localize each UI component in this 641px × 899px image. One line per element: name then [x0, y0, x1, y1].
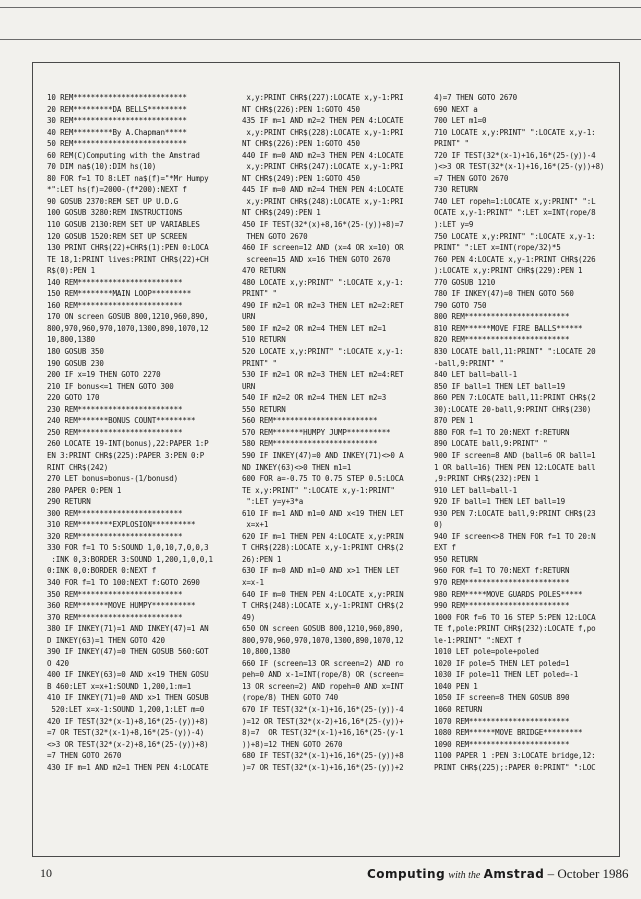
code-line: 10 REM**************************: [47, 93, 187, 102]
code-line: 1060 RETURN: [434, 704, 483, 714]
code-line: 720 IF TEST(32*(x-1)+16,16*(25-(y))-4: [434, 150, 596, 160]
code-line: 0): [434, 520, 443, 530]
code-line: 610 IF m=1 AND m1=0 AND x<19 THEN LET: [242, 508, 404, 518]
code-line: ":LET y=y+3*a: [242, 497, 304, 507]
code-line: 1010 LET pole=pole+poled: [434, 647, 539, 657]
code-line: 1 OR ball=16) THEN PEN 12:LOCATE ball: [434, 462, 596, 472]
code-line: 0:INK 0,0:BORDER 0:NEXT f: [47, 566, 157, 576]
magazine-title: [367, 866, 629, 882]
code-line: 990 REM************************: [434, 601, 570, 611]
code-line: 550 RETURN: [242, 404, 286, 414]
code-line: :INK 0,3:BORDER 3:SOUND 1,200,1,0,0,1: [47, 554, 213, 564]
code-line: 350 REM************************: [47, 589, 183, 599]
code-line: 980 REM*****MOVE GUARDS POLES*****: [434, 589, 583, 599]
code-line: 570 REM*******HUMPY JUMP**********: [242, 427, 391, 437]
code-line: (rope/8) THEN GOTO 740: [242, 693, 339, 703]
code-line: 40 REM*********By A.Chapman*****: [47, 127, 187, 137]
code-line: 690 NEXT a: [434, 104, 478, 114]
code-line: 940 IF screen<>8 THEN FOR f=1 TO 20:N: [434, 531, 596, 541]
code-line: 670 IF TEST(32*(x-1)+16,16*(25-(y))-4: [242, 704, 404, 714]
code-line: 540 IF m2=2 OR m2=4 THEN LET m2=3: [242, 393, 387, 403]
code-line: )<>3 OR TEST(32*(x-1)+16,16*(25-(y))+8): [434, 162, 605, 172]
code-line: 420 IF TEST(32*(x-1)+8,16*(25-(y))+8): [47, 716, 209, 726]
code-line: 620 IF m=1 THEN PEN 4:LOCATE x,y:PRIN: [242, 531, 404, 541]
code-line: 490 IF m2=1 OR m2=3 THEN LET m2=2:RET: [242, 300, 404, 310]
code-line: 110 GOSUB 2130:REM SET UP VARIABLES: [47, 220, 200, 230]
code-line: 590 IF INKEY(47)=0 AND INKEY(71)<>0 A: [242, 450, 404, 460]
code-line: 850 IF ball=1 THEN LET ball=19: [434, 381, 565, 391]
code-line: 170 ON screen GOSUB 800,1210,960,890,: [47, 312, 209, 322]
code-line: ))+8)=12 THEN GOTO 2670: [242, 739, 343, 749]
code-line: NT CHR$(226):PEN 1:GOTO 450: [242, 104, 360, 114]
code-line: 1050 IF screen=8 THEN GOSUB 890: [434, 693, 570, 703]
code-line: 820 REM************************: [434, 335, 570, 345]
code-line: 50 REM**************************: [47, 139, 187, 149]
code-line: 470 RETURN: [242, 266, 286, 276]
code-line: 80 FOR f=1 TO 8:LET na$(f)="*Mr Humpy: [47, 173, 209, 183]
code-line: 10,800,1380: [47, 335, 96, 345]
code-line: 930 PEN 7:LOCATE ball,9:PRINT CHR$(23: [434, 508, 596, 518]
code-line: 1030 IF pole=11 THEN LET poled=-1: [434, 670, 579, 680]
code-line: 520 LOCATE x,y:PRINT" ":LOCATE x,y-1:: [242, 347, 404, 357]
code-line: =7 OR TEST(32*(x-1)+8,16*(25-(y))-4): [47, 728, 205, 738]
code-line: 120 GOSUB 1520:REM SET UP SCREEN: [47, 231, 187, 241]
code-line: 370 REM************************: [47, 612, 183, 622]
code-line: 680 IF TEST(32*(x-1)+16,16*(25-(y))+8: [242, 751, 404, 761]
page-footer: [0, 866, 641, 884]
code-line: NT CHR$(249):PEN 1:GOTO 450: [242, 173, 360, 183]
code-line: 770 GOSUB 1210: [434, 277, 496, 287]
code-line: ND INKEY(63)<>0 THEN m1=1: [242, 462, 352, 472]
code-line: 500 IF m2=2 OR m2=4 THEN LET m2=1: [242, 323, 387, 333]
code-line: peh=0 AND x-1=INT(rope/8) OR (screen=: [242, 670, 404, 680]
code-line: 445 IF m=0 AND m2=4 THEN PEN 4:LOCATE: [242, 185, 404, 195]
code-line: 60 REM(C)Computing with the Amstrad: [47, 150, 200, 160]
code-line: PRINT" ":LET x=INT(rope/32)*5: [434, 243, 561, 253]
magazine-name-with-the: with the: [448, 870, 481, 881]
code-line: THEN GOTO 2670: [242, 231, 308, 241]
code-line: 90 GOSUB 2370:REM SET UP U.D.G: [47, 196, 178, 206]
code-line: 860 PEN 7:LOCATE ball,11:PRINT CHR$(2: [434, 393, 596, 403]
code-line: 800,970,960,970,1070,1300,890,1070,12: [47, 323, 209, 333]
code-line: 13 OR screen=2) AND ropeh=0 AND x=INT: [242, 681, 404, 691]
code-line: 920 IF ball=1 THEN LET ball=19: [434, 497, 565, 507]
code-line: 200 IF x=19 THEN GOTO 2270: [47, 370, 161, 380]
code-line: PRINT CHR$(225);:PAPER 0:PRINT" ":LOC: [434, 762, 596, 772]
code-line: 10,800,1380: [242, 647, 291, 657]
magazine-name-amstrad: Amstrad: [483, 867, 545, 881]
code-line: 700 LET m1=0: [434, 116, 487, 126]
code-line: le-1:PRINT" ":NEXT f: [434, 635, 522, 645]
code-line: 150 REM********MAIN LOOP*********: [47, 289, 192, 299]
code-line: ):LET y=9: [434, 220, 474, 230]
page-number: 10: [40, 866, 52, 880]
code-line: 890 LOCATE ball,9:PRINT" ": [434, 439, 548, 449]
code-line: 310 REM********EXPLOSION**********: [47, 520, 196, 530]
code-line: 140 REM************************: [47, 277, 183, 287]
code-line: 290 RETURN: [47, 497, 91, 507]
code-line: screen=15 AND x=16 THEN GOTO 2670: [242, 254, 391, 264]
listing-column-2: [242, 92, 428, 773]
code-line: 520:LET x=x-1:SOUND 1,200,1:LET m=0: [47, 704, 205, 714]
code-line: 300 REM************************: [47, 508, 183, 518]
issue-date: – October 1986: [547, 866, 629, 881]
code-line: PRINT" ": [434, 139, 469, 149]
code-line: ,9:PRINT CHR$(232):PEN 1: [434, 474, 539, 484]
code-line: 20 REM*********DA BELLS*********: [47, 104, 187, 114]
code-line: 730 RETURN: [434, 185, 478, 195]
code-line: 790 GOTO 750: [434, 300, 487, 310]
listing-column-1: [47, 92, 235, 773]
code-line: TE 18,1:PRINT lives:PRINT CHR$(22)+CH: [47, 254, 209, 264]
code-line: O 420: [47, 658, 69, 668]
code-line: 450 IF TEST(32*(x)+8,16*(25-(y))+8)=7: [242, 220, 404, 230]
code-line: x,y:PRINT CHR$(247):LOCATE x,y-1:PRI: [242, 162, 404, 172]
top-rule: [0, 39, 641, 40]
code-line: 970 REM************************: [434, 577, 570, 587]
code-line: EXT f: [434, 543, 456, 553]
code-line: 1000 FOR f=6 TO 16 STEP 5:PEN 12:LOCA: [434, 612, 596, 622]
code-line: 950 RETURN: [434, 554, 478, 564]
code-line: 560 REM************************: [242, 416, 378, 426]
code-line: 190 GOSUB 230: [47, 358, 104, 368]
code-line: )=12 OR TEST(32*(x-2)+16,16*(25-(y))+: [242, 716, 404, 726]
code-line: OCATE x,y-1:PRINT" ":LET x=INT(rope/8: [434, 208, 596, 218]
code-line: 760 PEN 4:LOCATE x,y-1:PRINT CHR$(226: [434, 254, 596, 264]
code-line: x,y:PRINT CHR$(227):LOCATE x,y-1:PRI: [242, 93, 404, 102]
code-line: 435 IF m=1 AND m2=2 THEN PEN 4:LOCATE: [242, 116, 404, 126]
code-line: 430 IF m=1 AND m2=1 THEN PEN 4:LOCATE: [47, 762, 209, 772]
code-line: 1070 REM***********************: [434, 716, 570, 726]
code-line: 1080 REM******MOVE BRIDGE*********: [434, 728, 583, 738]
code-line: 400 IF INKEY(63)=0 AND x<19 THEN GOSU: [47, 670, 209, 680]
code-line: B 460:LET x=x+1:SOUND 1,200,1:m=1: [47, 681, 192, 691]
code-line: PRINT" ": [242, 358, 277, 368]
code-line: 750 LOCATE x,y:PRINT" ":LOCATE x,y-1:: [434, 231, 596, 241]
code-line: T CHR$(228):LOCATE x,y-1:PRINT CHR$(2: [242, 543, 404, 553]
code-line: )=7 OR TEST(32*(x-1)+16,16*(25-(y))+2: [242, 762, 404, 772]
code-line: x=x-1: [242, 577, 264, 587]
code-line: 810 REM******MOVE FIRE BALLS******: [434, 323, 583, 333]
code-line: 910 LET ball=ball-1: [434, 485, 517, 495]
code-line: R$(0):PEN 1: [47, 266, 96, 276]
code-line: *":LET hs(f)=2000-(f*200):NEXT f: [47, 185, 187, 195]
code-line: 320 REM************************: [47, 531, 183, 541]
code-line: PRINT" ": [242, 289, 277, 299]
code-line: 510 RETURN: [242, 335, 286, 345]
code-line: 880 FOR f=1 TO 20:NEXT f:RETURN: [434, 427, 570, 437]
code-line: 390 IF INKEY(47)=0 THEN GOSUB 560:GOT: [47, 647, 209, 657]
code-line: x,y:PRINT CHR$(248):LOCATE x,y-1:PRI: [242, 196, 404, 206]
listing-column-3: [434, 92, 617, 773]
code-line: NT CHR$(226):PEN 1:GOTO 450: [242, 139, 360, 149]
code-line: 26):PEN 1: [242, 554, 282, 564]
code-line: 480 LOCATE x,y:PRINT" ":LOCATE x,y-1:: [242, 277, 404, 287]
code-line: 230 REM************************: [47, 404, 183, 414]
code-line: 260 LOCATE 19-INT(bonus),22:PAPER 1:P: [47, 439, 209, 449]
code-line: 30):LOCATE 20-ball,9:PRINT CHR$(230): [434, 404, 592, 414]
code-line: 180 GOSUB 350: [47, 347, 104, 357]
code-line: EN 3:PRINT CHR$(225):PAPER 3:PEN 0:P: [47, 450, 205, 460]
code-line: 280 PAPER 0:PEN 1: [47, 485, 122, 495]
code-line: 600 FOR a=-0.75 TO 0.75 STEP 0.5:LOCA: [242, 474, 404, 484]
code-line: 800,970,960,970,1070,1300,890,1070,12: [242, 635, 404, 645]
magazine-name-computing: Computing: [367, 867, 446, 881]
code-line: 630 IF m=0 AND m1=0 AND x>1 THEN LET: [242, 566, 400, 576]
code-line: NT CHR$(249):PEN 1: [242, 208, 321, 218]
code-line: 640 IF m=0 THEN PEN 4:LOCATE x,y:PRIN: [242, 589, 404, 599]
code-line: 660 IF (screen=13 OR screen=2) AND ro: [242, 658, 404, 668]
code-line: 49): [242, 612, 256, 622]
code-line: URN: [242, 312, 256, 322]
code-line: 580 REM************************: [242, 439, 378, 449]
code-line: 8)=7 OR TEST(32*(x-1)+16,16*(25-(y-1: [242, 728, 404, 738]
top-rule: [0, 7, 641, 8]
code-line: x=x+1: [242, 520, 269, 530]
code-line: 960 FOR f=1 TO 70:NEXT f:RETURN: [434, 566, 570, 576]
code-line: 30 REM**************************: [47, 116, 187, 126]
code-line: RINT CHR$(242): [47, 462, 109, 472]
code-line: 1090 REM***********************: [434, 739, 570, 749]
code-line: 360 REM*******MOVE HUMPY**********: [47, 601, 196, 611]
code-line: -ball,9:PRINT" ": [434, 358, 504, 368]
code-line: 250 REM************************: [47, 427, 183, 437]
code-line: D INKEY(63)=1 THEN GOTO 420: [47, 635, 165, 645]
code-line: 340 FOR f=1 TO 100:NEXT f:GOTO 2690: [47, 577, 200, 587]
code-line: URN: [242, 381, 256, 391]
code-line: x,y:PRINT CHR$(228):LOCATE x,y-1:PRI: [242, 127, 404, 137]
code-line: 530 IF m2=1 OR m2=3 THEN LET m2=4:RET: [242, 370, 404, 380]
code-line: <>3 OR TEST(32*(x-2)+8,16*(25-(y))+8): [47, 739, 209, 749]
code-line: 840 LET ball=ball-1: [434, 370, 517, 380]
code-line: 650 ON screen GOSUB 800,1210,960,890,: [242, 624, 404, 634]
code-line: 780 IF INKEY(47)=0 THEN GOTO 560: [434, 289, 574, 299]
code-line: TE x,y:PRINT" ":LOCATE x,y-1:PRINT": [242, 485, 395, 495]
code-line: =7 THEN GOTO 2670: [47, 751, 122, 761]
code-line: 1020 IF pole=5 THEN LET poled=1: [434, 658, 570, 668]
code-line: 800 REM************************: [434, 312, 570, 322]
code-line: 900 IF screen=8 AND (ball=6 OR ball=1: [434, 450, 596, 460]
code-line: 1100 PAPER 1 :PEN 3:LOCATE bridge,12:: [434, 751, 596, 761]
code-line: 1040 PEN 1: [434, 681, 478, 691]
code-line: T CHR$(248):LOCATE x,y-1:PRINT CHR$(2: [242, 601, 404, 611]
code-line: 710 LOCATE x,y:PRINT" ":LOCATE x,y-1:: [434, 127, 596, 137]
code-line: 380 IF INKEY(71)=1 AND INKEY(47)=1 AN: [47, 624, 209, 634]
code-line: 740 LET ropeh=1:LOCATE x,y:PRINT" ":L: [434, 196, 596, 206]
code-line: 240 REM*******BONUS COUNT*********: [47, 416, 196, 426]
code-line: 70 DIM na$(10):DIM hs(10): [47, 162, 157, 172]
code-line: 4)=7 THEN GOTO 2670: [434, 93, 517, 102]
code-line: 220 GOTO 170: [47, 393, 100, 403]
code-line: 830 LOCATE ball,11:PRINT" ":LOCATE 20: [434, 347, 596, 357]
code-line: 160 REM************************: [47, 300, 183, 310]
code-line: 440 IF m=0 AND m2=3 THEN PEN 4:LOCATE: [242, 150, 404, 160]
code-line: 100 GOSUB 3280:REM INSTRUCTIONS: [47, 208, 183, 218]
code-line: =7 THEN GOTO 2670: [434, 173, 509, 183]
code-line: TE f,pole:PRINT CHR$(232):LOCATE f,po: [434, 624, 596, 634]
code-line: 130 PRINT CHR$(22)+CHR$(1):PEN 0:LOCA: [47, 243, 209, 253]
code-line: 210 IF bonus<=1 THEN GOTO 300: [47, 381, 174, 391]
code-line: 870 PEN 1: [434, 416, 474, 426]
code-line: 460 IF screen=12 AND (x=4 OR x=10) OR: [242, 243, 404, 253]
code-line: 330 FOR f=1 TO 5:SOUND 1,0,10,7,0,0,3: [47, 543, 209, 553]
code-line: ):LOCATE x,y:PRINT CHR$(229):PEN 1: [434, 266, 583, 276]
code-line: 270 LET bonus=bonus-(1/bonusd): [47, 474, 178, 484]
code-line: 410 IF INKEY(71)=0 AND x>1 THEN GOSUB: [47, 693, 209, 703]
